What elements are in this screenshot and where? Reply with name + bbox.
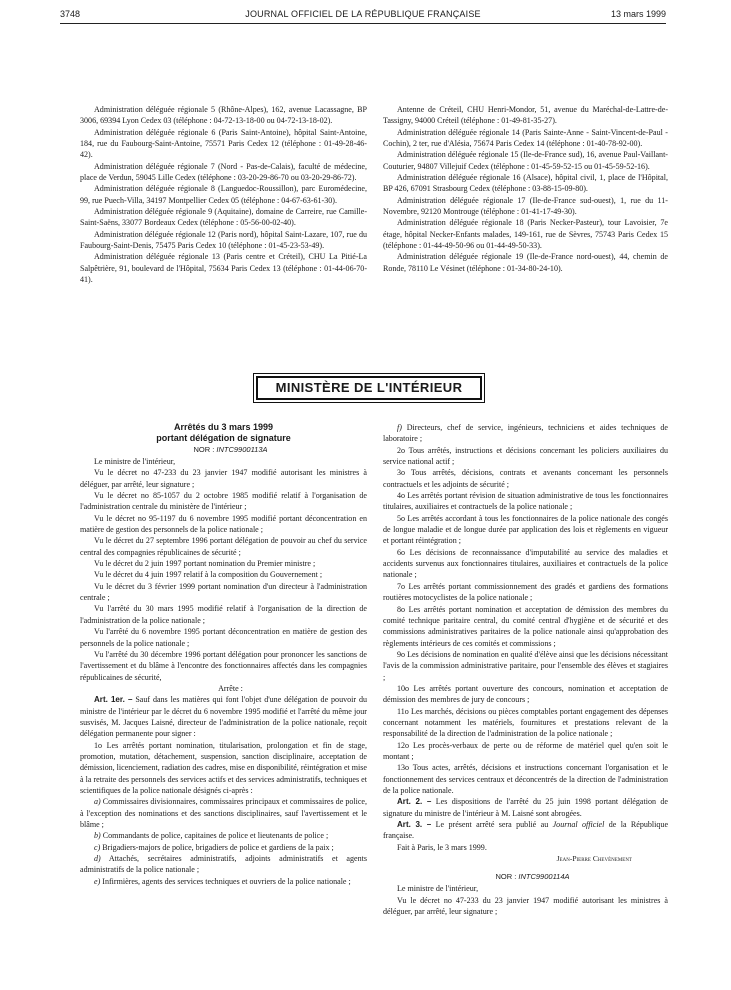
- sub-item-letter: f): [397, 423, 402, 432]
- preamble-line: Vu le décret no 85-1057 du 2 octobre 1985 modifié relatif à l'organisation de l'administration centrale du ministère de l'intérieur ;: [80, 491, 367, 512]
- arrete-heading: Arrête :: [218, 683, 243, 693]
- sub-item-letter: c): [94, 842, 101, 852]
- article-label: Art. 2. –: [397, 797, 432, 807]
- list-item: 5o Les arrêtés accordant à tous les fonctionnaires de la police nationale des congés de longue maladie et de longue durée par application des lois et règlements en vigueur et portant réintégration ;: [383, 513, 668, 546]
- preamble-line: Vu l'arrêté du 30 décembre 1996 portant délégation pour prononcer les sanctions de l'avertissement et du blâme à l'encontre des fonctionnaires affectés dans les compagnies républicaines de sécurité,: [80, 649, 367, 682]
- regional-entry: Administration déléguée régionale 18 (Paris Necker-Pasteur), tour Lavoisier, 7e étage, hôpital Necker-Enfants malades, 149-161, rue de Sèvres, 75743 Paris Cedex 15 (téléphone : 01-44-49-50-96 ou 01-44-49-50-33).: [383, 218, 668, 251]
- page-header: [60, 6, 666, 22]
- article-text: Sauf dans les matières qui font l'objet d'une délégation de pouvoir du ministre de l'intérieur par le décret du 6 novembre 1995 modifié et l'arrêté du même jour susvisés, M. Jacques Laisné, directeur de l'administration de la police nationale, reçoit délégation permanente pour signer :: [80, 695, 367, 739]
- preamble-line: Le ministre de l'intérieur,: [94, 457, 176, 466]
- preamble-line: Vu le décret no 47-233 du 23 janvier 1947 modifié autorisant les ministres à déléguer, par arrêté, leur signature ;: [383, 895, 668, 917]
- journal-name: Journal officiel: [552, 820, 605, 830]
- article-3: [383, 819, 668, 842]
- sub-item: [383, 422, 668, 445]
- preamble-line: Vu le décret du 27 septembre 1996 portant délégation de pouvoir au chef du service central des compagnies républicaines de sécurité ;: [80, 536, 367, 557]
- list-item: 12o Les procès-verbaux de perte ou de réforme de matériel quel qu'en soit le montant ;: [383, 740, 668, 761]
- done-at: Fait à Paris, le 3 mars 1999.: [397, 842, 487, 852]
- regional-entry: Administration déléguée régionale 19 (Ile-de-France nord-ouest), 44, chemin de Ronde, 78110 Le Vésinet (téléphone : 01-34-80-24-10).: [383, 252, 668, 273]
- sub-item: [80, 796, 367, 830]
- preamble-line: Vu le décret du 3 février 1999 portant nomination d'un directeur à l'administration centrale ;: [80, 581, 367, 603]
- regional-entry: Administration déléguée régionale 16 (Alsace), hôpital civil, 1, place de l'Hôpital, BP 426, 67091 Strasbourg Cedex (téléphone : 03-88-15-09-80).: [383, 173, 668, 194]
- sub-item-text: Brigadiers-majors de police, brigadiers de police et gardiens de la paix ;: [102, 842, 334, 852]
- decree-title: [80, 422, 367, 444]
- header-rule: [60, 23, 666, 24]
- regional-entry: Administration déléguée régionale 12 (Paris nord), hôpital Saint-Lazare, 107, rue du Faubourg-Saint-Denis, 75475 Paris Cedex 10 (téléphone : 01-45-23-53-49).: [80, 229, 367, 251]
- sub-item: [80, 876, 367, 887]
- list-item: 9o Les décisions de nomination en qualité d'élève ainsi que les décisions nécessitant l'avis de la commission administrative paritaire, pour l'ensemble des élèves et stagiaires ;: [383, 649, 668, 682]
- article-2: [383, 796, 668, 819]
- sub-item-letter: a): [94, 797, 101, 807]
- regional-list-right: [383, 104, 668, 274]
- list-item: 10o Les arrêtés portant ouverture des concours, nomination et acceptation de démission des membres de jury de concours ;: [383, 683, 668, 705]
- list-item: 4o Les arrêtés portant révision de situation administrative de tous les fonctionnaires titulaires, auxiliaires et contractuels de la police nationale ;: [383, 491, 668, 512]
- regional-entry: Administration déléguée régionale 6 (Paris Saint-Antoine), hôpital Saint-Antoine, 184, rue du Faubourg-Saint-Antoine, 75571 Paris Cedex 12 (téléphone : 01-49-28-46-42).: [80, 127, 367, 160]
- regional-entry: Administration déléguée régionale 13 (Paris centre et Créteil), CHU La Pitié-La Salpêtrière, 91, boulevard de l'Hôpital, 75634 Paris Cedex 13 (téléphone : 01-44-06-70-41).: [80, 252, 367, 285]
- preamble-line: Vu l'arrêté du 30 mars 1995 modifié relatif à l'organisation de la direction de l'administration de la police nationale ;: [80, 604, 367, 625]
- nor-label: NOR :: [495, 872, 517, 882]
- list-item: 2o Tous arrêtés, instructions et décisions concernant les policiers auxiliaires du service national actif ;: [383, 445, 668, 467]
- article-label: Art. 3. –: [397, 820, 432, 830]
- regional-entry: Antenne de Créteil, CHU Henri-Mondor, 51, avenue du Maréchal-de-Lattre-de-Tassigny, 94000 Créteil (téléphone : 01-49-81-35-27).: [383, 105, 668, 126]
- preamble-line: Vu le décret no 95-1197 du 6 novembre 1995 modifié portant déconcentration en matière de gestion des personnels de la police nationale ;: [80, 513, 367, 535]
- regional-entry: Administration déléguée régionale 14 (Paris Sainte-Anne - Saint-Vincent-de-Paul - Cochin), 2 ter, rue d'Alésia, 75674 Paris Cedex 14 (téléphone : 01-40-78-92-00).: [383, 127, 668, 149]
- sub-item-text: Attachés, secrétaires administratifs, adjoints administratifs et agents administratifs de la police nationale ;: [80, 854, 367, 875]
- preamble-line: Vu le décret no 47-233 du 23 janvier 1947 modifié autorisant les ministres à déléguer, par arrêté, leur signature ;: [80, 468, 367, 489]
- sub-item-text: Commissaires divisionnaires, commissaires principaux et commissaires de police, à l'exception des nominations et des sanctions disciplinaires, sauf l'avertissement et le blâme ;: [80, 797, 367, 829]
- list-item: 6o Les décisions de reconnaissance d'imputabilité au service des maladies et accidents survenus aux fonctionnaires titulaires, auxiliaires et contractuels de la police nationale ;: [383, 547, 668, 580]
- sub-item-letter: b): [94, 831, 101, 841]
- spacer: [383, 864, 668, 871]
- regional-entry: Administration déléguée régionale 5 (Rhône-Alpes), 162, avenue Lacassagne, BP 3006, 69394 Lyon Cedex 03 (téléphone : 04-72-13-18-00 ou 04-72-13-18-02).: [80, 105, 367, 126]
- nor-label: NOR :: [193, 445, 215, 454]
- list-item: 7o Les arrêtés portant commissionnement des gradés et gardiens des formations routières motocyclistes de la police nationale ;: [383, 581, 668, 603]
- page-number: 3748: [60, 9, 81, 19]
- list-item: 13o Tous actes, arrêtés, décisions et instructions concernant l'organisation et le fonctionnement des services centraux et déconcentrés de la direction de l'administration de la police nationale.: [383, 763, 668, 795]
- nor-reference: [383, 871, 668, 883]
- decree-title-line: Arrêtés du 3 mars 1999: [173, 422, 274, 432]
- preamble-line: Vu le décret du 4 juin 1997 relatif à la composition du Gouvernement ;: [94, 570, 323, 580]
- regional-entry: Administration déléguée régionale 17 (Ile-de-France sud-ouest), 1, rue du 11-Novembre, 92120 Montrouge (téléphone : 01-41-17-49-30).: [383, 195, 668, 217]
- journal-title: JOURNAL OFFICIEL DE LA RÉPUBLIQUE FRANÇAISE: [245, 9, 481, 19]
- nor-code: INTC9900114A: [518, 872, 570, 882]
- regional-entry: Administration déléguée régionale 9 (Aquitaine), domaine de Carreire, rue Camille-Saint-Saëns, 33077 Bordeaux Cedex (téléphone : 05-56-00-02-40).: [80, 207, 367, 228]
- nor-code: INTC9900113A: [216, 445, 268, 454]
- decree-column-right: [383, 422, 668, 917]
- sub-item-text: Commandants de police, capitaines de police et lieutenants de police ;: [102, 831, 329, 841]
- list-item: 11o Les marchés, décisions ou pièces comptables portant engagement des dépenses concernant notamment les matériels, fournitures et prestations relevant de la responsabilité de la direction de l'administration de la police nationale ;: [383, 706, 668, 739]
- sub-item-letter: e): [94, 876, 101, 886]
- sub-item-letter: d): [94, 854, 101, 864]
- list-item: 1o Les arrêtés portant nomination, titularisation, prolongation et fin de stage, promotion, mutation, détachement, suspension, sanction disciplinaire, acceptation de démission, licenciement, radiation des cadres, mise en disponibilité, réintégration et mise à la retraite des personnels des services actifs et des services administratifs, techniques et scientifiques de la police nationale désignés ci-après :: [80, 740, 367, 795]
- preamble-line: Vu le décret du 2 juin 1997 portant nomination du Premier ministre ;: [94, 559, 316, 569]
- article-text: Le présent arrêté sera publié au: [435, 820, 549, 830]
- list-item: 3o Tous arrêtés, décisions, contrats et avenants concernant les personnels contractuels et les adjoints de sécurité ;: [383, 468, 668, 489]
- article-text: de la République française.: [383, 820, 669, 841]
- decree-column-left: [80, 422, 367, 887]
- list-item: 8o Les arrêtés portant nomination et acceptation de démission des membres du comité technique paritaire central, du comité central d'hygiène et de sécurité et des commissions administratives paritaires de la police nationale ainsi qu'approbation des règlements intérieurs de ces comités et commissions ;: [383, 604, 668, 648]
- sub-item-text: Infirmières, agents des services techniques et ouvriers de la police nationale ;: [102, 876, 351, 886]
- regional-entry: Administration déléguée régionale 7 (Nord - Pas-de-Calais), faculté de médecine, place de Verdun, 59045 Lille Cedex (téléphone : 03-20-29-86-70 ou 03-20-29-86-72).: [80, 161, 367, 183]
- nor-reference: [80, 444, 367, 456]
- signature: Jean-Pierre Chevènement: [556, 854, 632, 864]
- article-text: Les dispositions de l'arrêté du 25 juin 1998 portant délégation de signature du ministre de l'intérieur à M. Laisné sont abrogées.: [383, 797, 668, 818]
- article-label: Art. 1er. –: [94, 695, 133, 705]
- regional-entry: Administration déléguée régionale 15 (Ile-de-France sud), 16, avenue Paul-Vaillant-Couturier, 94807 Villejuif Cedex (téléphone : 01-45-59-52-15 ou 01-45-59-52-16).: [383, 150, 668, 171]
- decree-title-line: portant délégation de signature: [156, 433, 291, 443]
- sub-item: [80, 842, 367, 853]
- issue-date: 13 mars 1999: [610, 9, 666, 19]
- sub-item: [80, 830, 367, 841]
- ministry-heading: MINISTÈRE DE L'INTÉRIEUR: [256, 376, 482, 400]
- preamble-line: Le ministre de l'intérieur,: [397, 884, 479, 894]
- sub-item-text: Directeurs, chef de service, ingénieurs, techniciens et aides techniques de laboratoire ;: [383, 423, 668, 444]
- article-1: [80, 694, 367, 739]
- sub-item: [80, 853, 367, 876]
- regional-list-left: [80, 104, 367, 286]
- regional-entry: Administration déléguée régionale 8 (Languedoc-Roussillon), parc Euromédecine, 99, rue Puech-Villa, 34197 Montpellier Cedex 05 (téléphone : 04-67-63-61-30).: [80, 184, 367, 205]
- preamble-line: Vu l'arrêté du 6 novembre 1995 portant déconcentration en matière de gestion des personnels de la police nationale ;: [80, 627, 367, 648]
